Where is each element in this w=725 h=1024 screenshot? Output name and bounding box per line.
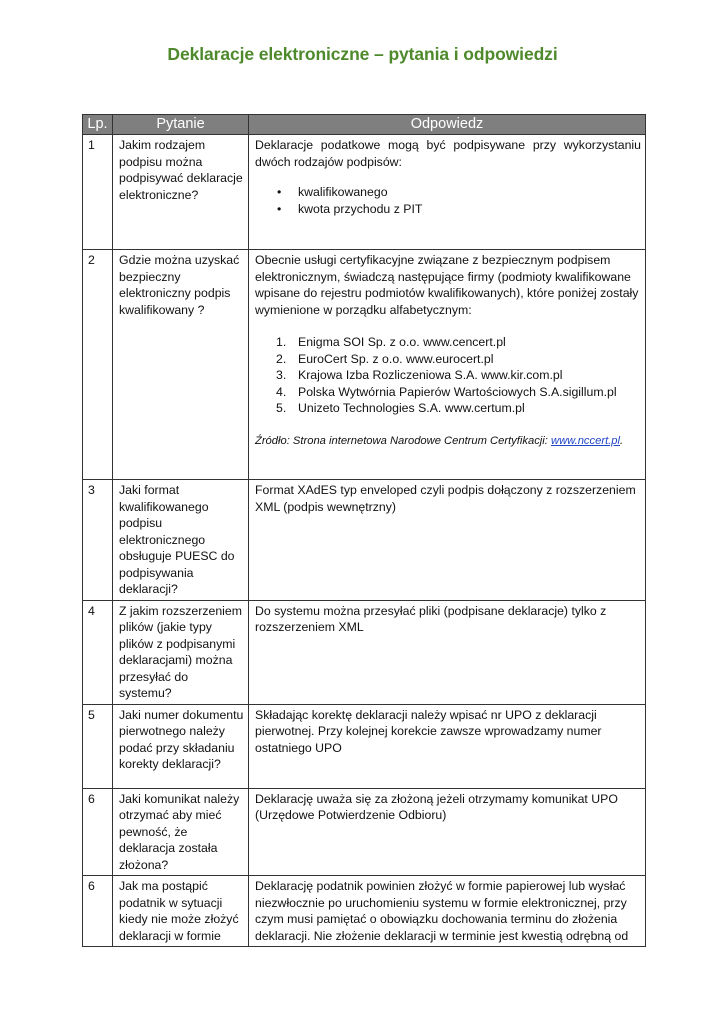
- header-answer: Odpowiedz: [249, 115, 646, 135]
- row-answer: Do systemu można przesyłać pliki (podpisane deklaracje) tylko z rozszerzeniem XML: [249, 600, 646, 704]
- table-row: [83, 788, 646, 876]
- row-question: Gdzie można uzyskać bezpieczny elektroniczny podpis kwalifikowany ?: [113, 250, 249, 480]
- list-item: • kwalifikowanego: [298, 184, 641, 201]
- source-note: Źródło: Strona internetowa Narodowe Centrum Certyfikacji: www.nccert.pl.: [255, 434, 624, 447]
- list-item: 1. Enigma SOI Sp. z o.o. www.cencert.pl: [276, 335, 506, 349]
- row-number: 6: [83, 876, 113, 947]
- row-answer: Deklarację podatnik powinien złożyć w formie papierowej lub wysłać niezwłocznie po uruchomieniu systemu w formie elektronicznej, przy czym musi pamiętać o obowiązku dochowania terminu do złożenia deklaracji. Nie złożenie deklaracji w terminie jest kwestią odrębną od: [249, 876, 646, 947]
- page-title: Deklaracje elektroniczne – pytania i odpowiedzi: [167, 44, 558, 64]
- table-header-row: [83, 115, 646, 135]
- table-row: [83, 480, 646, 601]
- table-row: [83, 250, 646, 480]
- row-number: 4: [83, 600, 113, 704]
- row-question: Z jakim rozszerzeniem plików (jakie typy plików z podpisanymi deklaracjami) można przesyłać do systemu?: [113, 600, 249, 704]
- header-lp: Lp.: [83, 115, 113, 135]
- table-row: [83, 135, 646, 250]
- row-answer: Format XAdES typ enveloped czyli podpis dołączony z rozszerzeniem XML (podpis wewnętrzny): [249, 480, 646, 601]
- row-answer: Deklarację uważa się za złożoną jeżeli otrzymamy komunikat UPO (Urzędowe Potwierdzenie Odbioru): [249, 788, 646, 876]
- header-question: Pytanie: [113, 115, 249, 135]
- nccert-link[interactable]: www.nccert.pl: [550, 434, 620, 447]
- row-number: 2: [83, 250, 113, 480]
- table-row: [83, 600, 646, 704]
- list-item: 4. Polska Wytwórnia Papierów Wartościowych S.A.sigillum.pl: [276, 384, 617, 399]
- faq-table: [82, 114, 646, 947]
- table-row: [83, 704, 646, 788]
- list-item: 5. Unizeto Technologies S.A. www.certum.pl: [276, 401, 525, 415]
- row-question: Jak ma postąpić podatnik w sytuacji kiedy nie może złożyć deklaracji w formie: [113, 876, 249, 947]
- table-row: [83, 876, 646, 947]
- list-item: 3. Krajowa Izba Rozliczeniowa S.A. www.kir.com.pl: [276, 368, 563, 382]
- answer-text: Obecnie usługi certyfikacyjne związane z bezpiecznym podpisem elektronicznym, świadczą następujące firmy (podmioty kwalifikowane wpisane do rejestru podmiotów kwalifikowanych), które poniżej zostały wymienione w porządku alfabetycznym:: [255, 253, 639, 317]
- row-question: Jaki format kwalifikowanego podpisu elektronicznego obsługuje PUESC do podpisywania deklaracji?: [113, 480, 249, 601]
- row-question: Jaki numer dokumentu pierwotnego należy podać przy składaniu korekty deklaracji?: [113, 704, 249, 788]
- row-number: 5: [83, 704, 113, 788]
- row-question: Jaki komunikat należy otrzymać aby mieć pewność, że deklaracja została złożona?: [113, 788, 249, 876]
- list-item: 2. EuroCert Sp. z o.o. www.eurocert.pl: [276, 351, 494, 366]
- row-number: 6: [83, 788, 113, 876]
- provider-list: [255, 334, 641, 417]
- row-number: 1: [83, 135, 113, 250]
- row-answer: [249, 250, 646, 480]
- row-number: 3: [83, 480, 113, 601]
- answer-text: Deklaracje podatkowe mogą być podpisywane przy wykorzystaniu dwóch rodzajów podpisów:: [255, 138, 641, 169]
- row-answer: [249, 135, 646, 250]
- row-question: Jakim rodzajem podpisu można podpisywać deklaracje elektroniczne?: [113, 135, 249, 250]
- row-answer: Składając korektę deklaracji należy wpisać nr UPO z deklaracji pierwotnej. Przy kolejnej korekcie zawsze wprowadzamy numer ostatniego UPO: [249, 704, 646, 788]
- answer-bullet-list: [255, 184, 641, 217]
- list-item: • kwota przychodu z PIT: [298, 201, 641, 218]
